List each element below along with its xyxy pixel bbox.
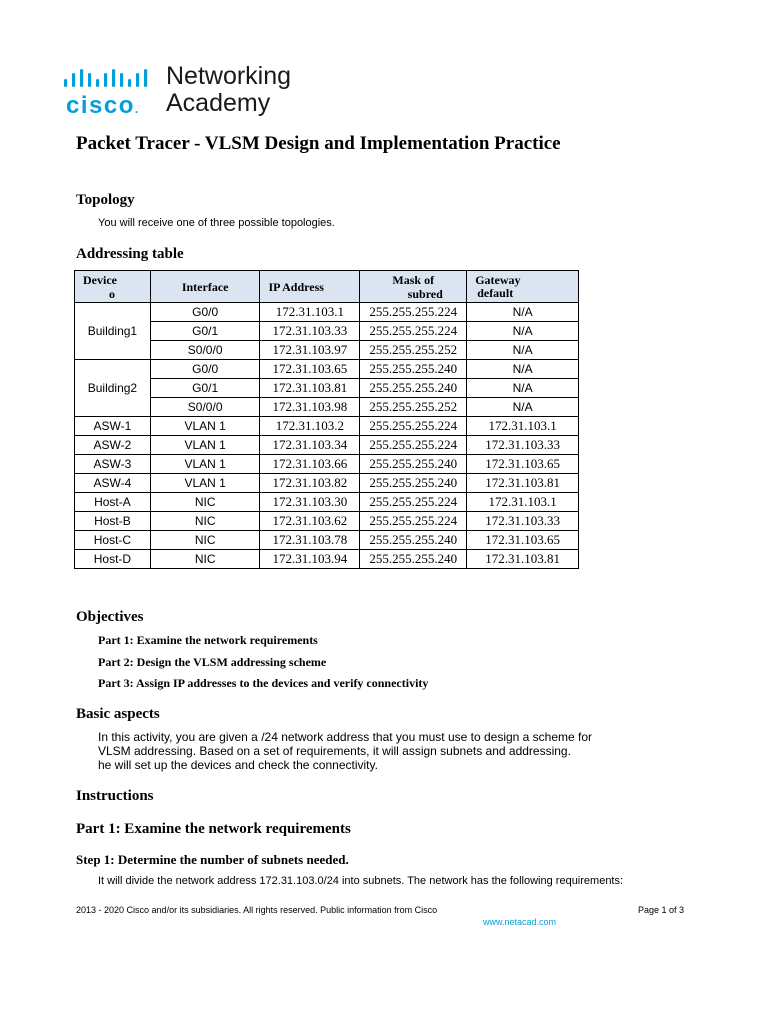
table-row xyxy=(75,455,579,474)
cell-gateway: 172.31.103.33 xyxy=(467,512,579,531)
table-row xyxy=(75,493,579,512)
cell-ip: 172.31.103.97 xyxy=(260,341,360,360)
footer-copyright: 2013 - 2020 Cisco and/or its subsidiaries. All rights reserved. Public information from Cisco xyxy=(76,905,438,915)
table-row xyxy=(75,531,579,550)
objectives-heading: Objectives xyxy=(76,609,144,625)
logo-academy-text: Academy xyxy=(166,89,271,117)
cell-ip: 172.31.103.1 xyxy=(260,303,360,322)
topology-heading: Topology xyxy=(76,192,135,208)
column-header-device: Device o xyxy=(75,271,151,303)
basic-aspects-line2: VLSM addressing. Based on a set of requirements, it will assign subnets and addressing. xyxy=(98,744,571,758)
cisco-bridge-icon xyxy=(64,68,156,90)
table-row xyxy=(75,398,579,417)
step1-text: It will divide the network address 172.31.103.0/24 into subnets. The network has the following requirements: xyxy=(98,875,624,887)
cell-ip: 172.31.103.30 xyxy=(260,493,360,512)
cell-mask: 255.255.255.240 xyxy=(360,531,467,550)
cell-ip: 172.31.103.98 xyxy=(260,398,360,417)
cell-interface: VLAN 1 xyxy=(150,417,260,436)
table-row xyxy=(75,360,579,379)
instructions-heading: Instructions xyxy=(76,788,154,804)
cell-ip: 172.31.103.66 xyxy=(260,455,360,474)
cell-interface: NIC xyxy=(150,531,260,550)
cell-interface: VLAN 1 xyxy=(150,474,260,493)
cell-mask: 255.255.255.240 xyxy=(360,360,467,379)
cell-gateway: N/A xyxy=(467,341,579,360)
objective-part3: Part 3: Assign IP addresses to the devices and verify connectivity xyxy=(98,676,429,690)
page-title: Packet Tracer - VLSM Design and Implementation Practice xyxy=(76,133,561,154)
cell-interface: G0/0 xyxy=(150,303,260,322)
cell-mask: 255.255.255.224 xyxy=(360,322,467,341)
cell-mask: 255.255.255.252 xyxy=(360,398,467,417)
column-header-interface: Interface xyxy=(150,271,260,303)
cell-interface: G0/1 xyxy=(150,379,260,398)
cell-ip: 172.31.103.94 xyxy=(260,550,360,569)
cisco-networking-academy-logo xyxy=(64,62,324,122)
cell-mask: 255.255.255.224 xyxy=(360,436,467,455)
cell-device: Host-B xyxy=(75,512,151,531)
table-row xyxy=(75,379,579,398)
cell-gateway: N/A xyxy=(467,398,579,417)
cell-interface: G0/0 xyxy=(150,360,260,379)
cell-device: Building2 xyxy=(75,360,151,417)
table-row xyxy=(75,417,579,436)
cell-device: ASW-1 xyxy=(75,417,151,436)
table-row xyxy=(75,512,579,531)
logo-networking-text: Networking xyxy=(166,62,292,90)
footer-netacad-link[interactable]: www.netacad.com xyxy=(483,917,557,927)
cell-gateway: N/A xyxy=(467,360,579,379)
cell-ip: 172.31.103.82 xyxy=(260,474,360,493)
cell-mask: 255.255.255.224 xyxy=(360,493,467,512)
cell-mask: 255.255.255.240 xyxy=(360,455,467,474)
cell-device: Host-D xyxy=(75,550,151,569)
cisco-wordmark: cisco. xyxy=(66,92,140,119)
table-row xyxy=(75,550,579,569)
topology-text: You will receive one of three possible topologies. xyxy=(98,217,335,229)
footer-page-number: Page 1 of 3 xyxy=(638,905,685,915)
cell-device: Host-C xyxy=(75,531,151,550)
cell-gateway: N/A xyxy=(467,303,579,322)
table-row xyxy=(75,303,579,322)
cell-gateway: 172.31.103.1 xyxy=(467,417,579,436)
cell-interface: S0/0/0 xyxy=(150,341,260,360)
basic-aspects-line1: In this activity, you are given a /24 network address that you must use to design a scheme for xyxy=(98,730,593,744)
cell-interface: G0/1 xyxy=(150,322,260,341)
cell-mask: 255.255.255.224 xyxy=(360,512,467,531)
column-header-gateway: Gateway default xyxy=(467,271,579,303)
basic-aspects-line3: he will set up the devices and check the connectivity. xyxy=(98,758,378,772)
table-row xyxy=(75,341,579,360)
cell-mask: 255.255.255.224 xyxy=(360,303,467,322)
cell-interface: NIC xyxy=(150,550,260,569)
objective-part2: Part 2: Design the VLSM addressing scheme xyxy=(98,655,327,669)
addressing-table xyxy=(74,270,579,569)
cell-gateway: 172.31.103.1 xyxy=(467,493,579,512)
addressing-table-heading: Addressing table xyxy=(76,246,184,262)
cell-gateway: 172.31.103.65 xyxy=(467,455,579,474)
cell-interface: NIC xyxy=(150,512,260,531)
cell-gateway: 172.31.103.81 xyxy=(467,474,579,493)
cell-interface: S0/0/0 xyxy=(150,398,260,417)
cell-ip: 172.31.103.34 xyxy=(260,436,360,455)
cell-ip: 172.31.103.33 xyxy=(260,322,360,341)
cell-device: Building1 xyxy=(75,303,151,360)
table-header-row xyxy=(75,271,579,303)
objective-part1: Part 1: Examine the network requirements xyxy=(98,633,318,647)
cell-gateway: 172.31.103.81 xyxy=(467,550,579,569)
addressing-table-body xyxy=(75,303,579,569)
cell-interface: NIC xyxy=(150,493,260,512)
cell-mask: 255.255.255.240 xyxy=(360,379,467,398)
cell-device: ASW-3 xyxy=(75,455,151,474)
cell-mask: 255.255.255.252 xyxy=(360,341,467,360)
cell-device: ASW-2 xyxy=(75,436,151,455)
cell-gateway: 172.31.103.33 xyxy=(467,436,579,455)
cell-device: ASW-4 xyxy=(75,474,151,493)
cell-mask: 255.255.255.224 xyxy=(360,417,467,436)
cell-ip: 172.31.103.62 xyxy=(260,512,360,531)
table-row xyxy=(75,474,579,493)
cell-interface: VLAN 1 xyxy=(150,455,260,474)
cell-ip: 172.31.103.65 xyxy=(260,360,360,379)
table-row xyxy=(75,322,579,341)
cell-ip: 172.31.103.78 xyxy=(260,531,360,550)
cell-mask: 255.255.255.240 xyxy=(360,550,467,569)
column-header-mask: Mask of subred xyxy=(360,271,467,303)
basic-aspects-heading: Basic aspects xyxy=(76,706,160,722)
cell-mask: 255.255.255.240 xyxy=(360,474,467,493)
cell-ip: 172.31.103.2 xyxy=(260,417,360,436)
table-row xyxy=(75,436,579,455)
cell-gateway: N/A xyxy=(467,322,579,341)
cell-device: Host-A xyxy=(75,493,151,512)
cell-ip: 172.31.103.81 xyxy=(260,379,360,398)
cell-interface: VLAN 1 xyxy=(150,436,260,455)
cell-gateway: N/A xyxy=(467,379,579,398)
column-header-ip-address: IP Address xyxy=(260,271,360,303)
step1-heading: Step 1: Determine the number of subnets needed. xyxy=(76,852,349,867)
part1-heading: Part 1: Examine the network requirements xyxy=(76,821,351,837)
cell-gateway: 172.31.103.65 xyxy=(467,531,579,550)
